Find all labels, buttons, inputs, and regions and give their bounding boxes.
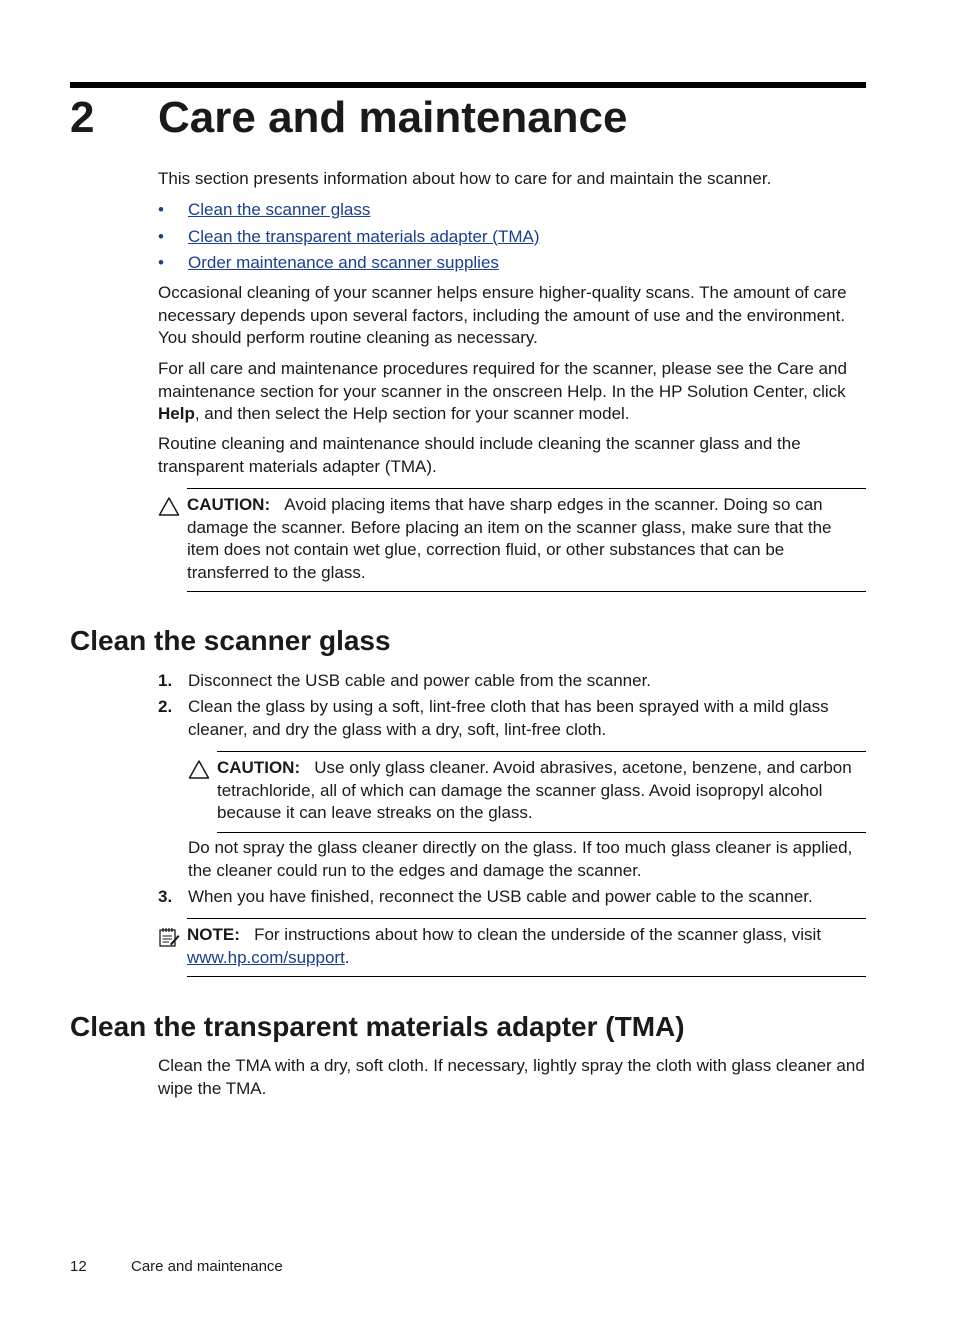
caution-bottom-rule <box>217 832 866 833</box>
step2-extra-paragraph: Do not spray the glass cleaner directly on the glass. If too much glass cleaner is applied, the cleaner could run to the edges and damage the scanner. <box>188 838 853 880</box>
caution-box-glass-cleaner <box>188 751 866 833</box>
step-text: Clean the glass by using a soft, lint-free cloth that has been sprayed with a mild glass cleaner, and dry the glass with a dry, soft, lint-free cloth. <box>188 697 829 739</box>
caution-label: CAUTION: <box>187 495 271 514</box>
toc-item <box>158 252 868 279</box>
step-number: 2. <box>158 697 173 716</box>
section-heading-clean-tma: Clean the transparent materials adapter (TMA) <box>70 1011 685 1042</box>
warning-triangle-icon <box>188 759 210 781</box>
caution-top-rule <box>217 751 866 752</box>
tma-paragraph: Clean the TMA with a dry, soft cloth. If necessary, lightly spray the cloth with glass cleaner and wipe the TMA. <box>158 1056 865 1098</box>
help-bold: Help <box>158 404 195 423</box>
caution-body: Avoid placing items that have sharp edges in the scanner. Doing so can damage the scanner. Before placing an item on the scanner glass, make sure that the item does not contain wet glue, correction fluid, or other substances that can be transferred to the glass. <box>187 495 832 582</box>
note-box <box>158 918 866 977</box>
note-body: For instructions about how to clean the underside of the scanner glass, visit <box>254 925 822 944</box>
section-heading-clean-glass: Clean the scanner glass <box>70 625 391 656</box>
note-end: . <box>344 947 350 967</box>
bullet: • <box>158 226 164 246</box>
step-number: 1. <box>158 671 173 690</box>
para2-before: For all care and maintenance procedures required for the scanner, please see the Care and maintenance section for your scanner in the onscreen Help. In the HP Solution Center, click <box>158 359 847 401</box>
chapter-rule <box>70 82 866 88</box>
chapter-heading <box>70 92 628 144</box>
paragraph-routine-cleaning: Routine cleaning and maintenance should include cleaning the scanner glass and the transparent materials adapter (TMA). <box>158 434 801 476</box>
toc-item <box>158 199 868 226</box>
caution-box <box>158 488 866 592</box>
intro-paragraph: This section presents information about how to care for and maintain the scanner. <box>158 169 772 188</box>
note-bottom-rule <box>187 976 866 977</box>
footer-page-number: 12 <box>70 1258 87 1275</box>
toc-list <box>158 199 868 279</box>
warning-triangle-icon <box>158 496 180 518</box>
caution-text <box>187 494 867 584</box>
note-text <box>187 924 867 969</box>
chapter-title: Care and maintenance <box>158 93 628 142</box>
caution-bottom-rule <box>187 591 866 592</box>
bullet: • <box>158 200 164 219</box>
note-label: NOTE: <box>187 925 240 944</box>
toc-item <box>158 226 868 253</box>
note-top-rule <box>187 918 866 919</box>
chapter-number: 2 <box>70 93 95 142</box>
footer-title: Care and maintenance <box>131 1258 283 1275</box>
note-pad-icon <box>158 926 180 948</box>
bullet: • <box>158 253 164 272</box>
caution-label: CAUTION: <box>217 758 301 777</box>
paragraph-occasional-cleaning: Occasional cleaning of your scanner helps ensure higher-quality scans. The amount of care necessary depends upon several factors, including the amount of use and the environment. You should perform routine cleaning as necessary. <box>158 283 847 347</box>
toc-link-clean-tma[interactable]: Clean the transparent materials adapter (TMA) <box>188 226 540 246</box>
caution-top-rule <box>187 488 866 489</box>
toc-link-order-supplies[interactable]: Order maintenance and scanner supplies <box>188 253 499 272</box>
para2-after: , and then select the Help section for your scanner model. <box>194 404 630 423</box>
step-text: When you have finished, reconnect the USB cable and power cable to the scanner. <box>188 887 813 906</box>
step-text: Disconnect the USB cable and power cable from the scanner. <box>188 671 652 690</box>
toc-link-clean-glass[interactable]: Clean the scanner glass <box>188 200 371 219</box>
step-number: 3. <box>158 887 173 906</box>
paragraph-care-procedures <box>158 358 868 426</box>
hp-support-link[interactable]: www.hp.com/support <box>187 947 345 967</box>
caution-body: Use only glass cleaner. Avoid abrasives, acetone, benzene, and carbon tetrachloride, all of which can damage the scanner glass. Avoid isopropyl alcohol because it can leave streaks on the glass. <box>217 758 852 822</box>
caution-text <box>217 757 867 825</box>
